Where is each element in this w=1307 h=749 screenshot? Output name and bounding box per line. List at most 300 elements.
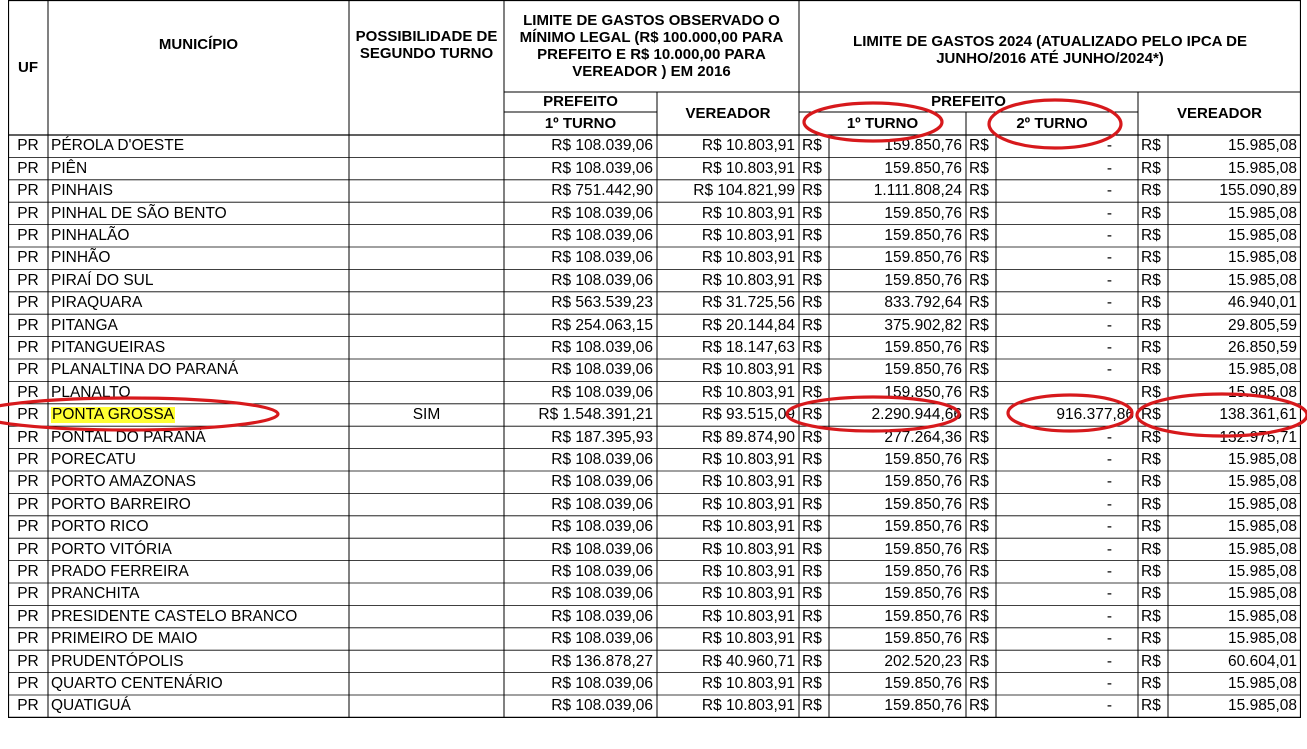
cell-currency: R$	[969, 249, 989, 267]
cell-uf: PR	[17, 159, 39, 177]
cell-prefeito-2-turno: -	[1106, 204, 1112, 222]
cell-prefeito-2-turno: -	[1106, 249, 1112, 267]
subheader-2-turno-2024: 2º TURNO	[1016, 114, 1088, 132]
municipio-name: PITANGUEIRAS	[51, 339, 166, 357]
cell-segundo-turno	[349, 449, 504, 471]
cell-currency: R$	[1141, 182, 1161, 200]
cell-vereador-2024: 15.985,08	[1228, 563, 1297, 581]
cell-uf: PR	[17, 451, 39, 469]
cell-vereador-2024: 15.985,08	[1228, 361, 1297, 379]
column-header-uf: UF	[18, 58, 38, 76]
cell-prefeito-2016: R$ 108.039,06	[551, 607, 653, 625]
cell-vereador-2016: R$ 10.803,91	[701, 675, 795, 693]
cell-prefeito-1-turno: 159.850,76	[884, 585, 962, 603]
municipio-name: PRANCHITA	[51, 585, 140, 603]
subheader-prefeito-2024: PREFEITO	[931, 93, 1006, 111]
cell-prefeito-2016: R$ 108.039,06	[551, 383, 653, 401]
cell-uf: PR	[17, 361, 39, 379]
municipio-name: PORTO BARREIRO	[51, 495, 191, 513]
cell-prefeito-1-turno: 159.850,76	[884, 271, 962, 289]
cell-currency: R$	[1141, 294, 1161, 312]
cell-prefeito-2016: R$ 751.442,90	[551, 182, 653, 200]
cell-vereador-2024: 15.985,08	[1228, 451, 1297, 469]
municipio-name: PORTO AMAZONAS	[51, 473, 196, 491]
cell-currency: R$	[802, 495, 822, 513]
cell-prefeito-1-turno: 159.850,76	[884, 495, 962, 513]
cell-prefeito-2-turno: 916.377,86	[1056, 406, 1134, 424]
cell-municipio	[48, 493, 349, 515]
cell-segundo-turno	[349, 471, 504, 493]
cell-prefeito-2016: R$ 108.039,06	[551, 563, 653, 581]
cell-uf: PR	[17, 540, 39, 558]
cell-vereador-2016: R$ 10.803,91	[701, 518, 795, 536]
cell-uf: PR	[17, 697, 39, 715]
cell-currency: R$	[802, 361, 822, 379]
cell-currency: R$	[802, 406, 822, 424]
cell-currency: R$	[802, 563, 822, 581]
cell-prefeito-2-turno: -	[1106, 607, 1112, 625]
cell-currency: R$	[969, 585, 989, 603]
cell-prefeito-2016: R$ 108.039,06	[551, 630, 653, 648]
cell-municipio	[48, 202, 349, 224]
cell-currency: R$	[1141, 249, 1161, 267]
cell-prefeito-2016: R$ 108.039,06	[551, 585, 653, 603]
cell-currency: R$	[969, 630, 989, 648]
cell-prefeito-1-turno: 159.850,76	[884, 563, 962, 581]
cell-uf: PR	[17, 473, 39, 491]
municipio-name: QUATIGUÁ	[51, 697, 131, 715]
cell-prefeito-2-turno: -	[1106, 585, 1112, 603]
cell-prefeito-1-turno: 159.850,76	[884, 339, 962, 357]
cell-vereador-2016: R$ 31.725,56	[701, 294, 795, 312]
cell-currency: R$	[969, 182, 989, 200]
cell-municipio	[48, 180, 349, 202]
cell-prefeito-1-turno: 159.850,76	[884, 675, 962, 693]
cell-currency: R$	[802, 630, 822, 648]
cell-prefeito-2016: R$ 136.878,27	[551, 652, 653, 670]
cell-vereador-2024: 15.985,08	[1228, 271, 1297, 289]
cell-currency: R$	[1141, 406, 1161, 424]
cell-vereador-2016: R$ 10.803,91	[701, 361, 795, 379]
cell-vereador-2016: R$ 10.803,91	[701, 697, 795, 715]
cell-vereador-2024: 15.985,08	[1228, 249, 1297, 267]
cell-currency: R$	[1141, 652, 1161, 670]
cell-currency: R$	[969, 204, 989, 222]
subheader-vereador-2024: VEREADOR	[1176, 104, 1262, 122]
cell-prefeito-1-turno: 202.520,23	[884, 652, 962, 670]
cell-currency: R$	[802, 540, 822, 558]
cell-prefeito-1-turno: 159.850,76	[884, 607, 962, 625]
cell-currency: R$	[969, 227, 989, 245]
cell-vereador-2024: 132.975,71	[1219, 428, 1297, 446]
cell-prefeito-2-turno: -	[1106, 294, 1112, 312]
cell-currency: R$	[1141, 495, 1161, 513]
cell-municipio	[48, 292, 349, 314]
cell-uf: PR	[17, 316, 39, 334]
cell-municipio	[48, 650, 349, 672]
cell-prefeito-2016: R$ 1.548.391,21	[538, 406, 653, 424]
cell-uf: PR	[17, 428, 39, 446]
cell-uf: PR	[17, 383, 39, 401]
cell-currency: R$	[802, 271, 822, 289]
municipio-name: PONTAL DO PARANÁ	[51, 428, 206, 446]
municipio-name: PLANALTO	[51, 383, 131, 401]
municipio-name: PINHALÃO	[51, 227, 130, 245]
subheader-1-turno-2016: 1º TURNO	[544, 114, 617, 132]
cell-currency: R$	[802, 607, 822, 625]
cell-vereador-2016: R$ 18.147,63	[701, 339, 795, 357]
cell-prefeito-2016: R$ 108.039,06	[551, 495, 653, 513]
cell-municipio	[48, 337, 349, 359]
cell-prefeito-1-turno: 2.290.944,66	[871, 406, 962, 424]
cell-vereador-2016: R$ 10.803,91	[701, 249, 795, 267]
cell-prefeito-1-turno: 277.264,36	[884, 428, 962, 446]
cell-vereador-2024: 15.985,08	[1228, 630, 1297, 648]
column-header-limite-2024: LIMITE DE GASTOS 2024 (ATUALIZADO PELO IPCA DE JUNHO/2016 ATÉ JUNHO/2024*)	[853, 32, 1247, 67]
cell-vereador-2024: 15.985,08	[1228, 473, 1297, 491]
cell-vereador-2016: R$ 89.874,90	[701, 428, 795, 446]
cell-currency: R$	[802, 697, 822, 715]
cell-prefeito-2-turno: -	[1106, 271, 1112, 289]
cell-currency: R$	[969, 406, 989, 424]
cell-prefeito-1-turno: 159.850,76	[884, 204, 962, 222]
cell-prefeito-2-turno: -	[1106, 339, 1112, 357]
cell-segundo-turno: SIM	[412, 406, 441, 424]
cell-uf: PR	[17, 607, 39, 625]
cell-segundo-turno	[349, 202, 504, 224]
cell-segundo-turno	[349, 583, 504, 605]
cell-vereador-2016: R$ 10.803,91	[701, 607, 795, 625]
cell-currency: R$	[802, 518, 822, 536]
cell-vereador-2024: 26.850,59	[1228, 339, 1297, 357]
cell-prefeito-2-turno: -	[1106, 652, 1112, 670]
cell-prefeito-2-turno: -	[1106, 563, 1112, 581]
cell-vereador-2016: R$ 10.803,91	[701, 585, 795, 603]
cell-prefeito-2-turno: -	[1106, 495, 1112, 513]
cell-vereador-2016: R$ 10.803,91	[701, 563, 795, 581]
cell-uf: PR	[17, 204, 39, 222]
cell-vereador-2024: 138.361,61	[1219, 406, 1297, 424]
cell-currency: R$	[1141, 159, 1161, 177]
cell-prefeito-1-turno: 1.111.808,24	[873, 182, 962, 200]
cell-currency: R$	[1141, 518, 1161, 536]
cell-currency: R$	[802, 652, 822, 670]
cell-currency: R$	[1141, 630, 1161, 648]
cell-prefeito-2016: R$ 254.063,15	[551, 316, 653, 334]
cell-vereador-2024: 15.985,08	[1228, 607, 1297, 625]
cell-municipio	[48, 225, 349, 247]
cell-segundo-turno	[349, 493, 504, 515]
spending-limits-table	[8, 0, 1301, 720]
cell-currency: R$	[802, 675, 822, 693]
cell-vereador-2016: R$ 10.803,91	[701, 451, 795, 469]
municipio-name: QUARTO CENTENÁRIO	[51, 675, 223, 693]
cell-vereador-2016: R$ 10.803,91	[701, 137, 795, 155]
cell-municipio	[48, 561, 349, 583]
cell-currency: R$	[969, 428, 989, 446]
cell-prefeito-1-turno: 159.850,76	[884, 361, 962, 379]
cell-vereador-2016: R$ 40.960,71	[701, 652, 795, 670]
cell-uf: PR	[17, 406, 39, 424]
cell-segundo-turno	[349, 314, 504, 336]
cell-currency: R$	[969, 159, 989, 177]
municipio-name: PIRAÍ DO SUL	[51, 271, 154, 289]
cell-prefeito-1-turno: 159.850,76	[884, 383, 962, 401]
cell-currency: R$	[802, 294, 822, 312]
cell-currency: R$	[1141, 271, 1161, 289]
cell-uf: PR	[17, 339, 39, 357]
municipio-name: PINHÃO	[51, 249, 111, 267]
municipio-name: PRIMEIRO DE MAIO	[51, 630, 198, 648]
cell-municipio	[48, 673, 349, 695]
cell-currency: R$	[802, 137, 822, 155]
cell-currency: R$	[802, 204, 822, 222]
cell-vereador-2016: R$ 10.803,91	[701, 630, 795, 648]
cell-currency: R$	[969, 361, 989, 379]
cell-vereador-2024: 15.985,08	[1228, 227, 1297, 245]
municipio-name: PORTO VITÓRIA	[51, 540, 172, 558]
cell-vereador-2016: R$ 10.803,91	[701, 204, 795, 222]
cell-currency: R$	[1141, 563, 1161, 581]
cell-currency: R$	[1141, 383, 1161, 401]
cell-prefeito-1-turno: 159.850,76	[884, 137, 962, 155]
cell-vereador-2024: 15.985,08	[1228, 518, 1297, 536]
municipio-name: PORECATU	[51, 451, 136, 469]
cell-vereador-2016: R$ 20.144,84	[701, 316, 795, 334]
cell-prefeito-2016: R$ 108.039,06	[551, 137, 653, 155]
cell-prefeito-2016: R$ 187.395,93	[551, 428, 653, 446]
cell-prefeito-1-turno: 833.792,64	[884, 294, 962, 312]
cell-vereador-2024: 15.985,08	[1228, 137, 1297, 155]
cell-prefeito-1-turno: 159.850,76	[884, 518, 962, 536]
municipio-name: PONTA GROSSA	[52, 406, 175, 424]
cell-vereador-2016: R$ 10.803,91	[701, 495, 795, 513]
cell-uf: PR	[17, 137, 39, 155]
cell-currency: R$	[969, 339, 989, 357]
cell-segundo-turno	[349, 135, 504, 157]
cell-vereador-2024: 15.985,08	[1228, 585, 1297, 603]
cell-currency: R$	[802, 451, 822, 469]
cell-municipio	[48, 247, 349, 269]
cell-segundo-turno	[349, 538, 504, 560]
cell-currency: R$	[1141, 137, 1161, 155]
cell-uf: PR	[17, 271, 39, 289]
subheader-prefeito-2016: PREFEITO	[543, 93, 618, 111]
municipio-name: PLANALTINA DO PARANÁ	[51, 361, 239, 379]
cell-currency: R$	[969, 294, 989, 312]
cell-currency: R$	[1141, 204, 1161, 222]
cell-segundo-turno	[349, 337, 504, 359]
cell-vereador-2024: 60.604,01	[1228, 652, 1297, 670]
cell-prefeito-2-turno: -	[1106, 697, 1112, 715]
cell-segundo-turno	[349, 247, 504, 269]
cell-prefeito-2016: R$ 108.039,06	[551, 339, 653, 357]
cell-currency: R$	[969, 316, 989, 334]
cell-municipio	[48, 628, 349, 650]
cell-prefeito-1-turno: 159.850,76	[884, 630, 962, 648]
cell-prefeito-1-turno: 159.850,76	[884, 159, 962, 177]
cell-uf: PR	[17, 249, 39, 267]
cell-currency: R$	[1141, 540, 1161, 558]
cell-prefeito-2016: R$ 108.039,06	[551, 697, 653, 715]
cell-currency: R$	[969, 451, 989, 469]
cell-prefeito-2-turno: -	[1106, 361, 1112, 379]
cell-segundo-turno	[349, 426, 504, 448]
cell-currency: R$	[802, 316, 822, 334]
cell-currency: R$	[802, 473, 822, 491]
cell-municipio	[48, 359, 349, 381]
cell-prefeito-2-turno: -	[1106, 227, 1112, 245]
cell-currency: R$	[802, 339, 822, 357]
cell-vereador-2016: R$ 10.803,91	[701, 540, 795, 558]
cell-segundo-turno	[349, 650, 504, 672]
cell-prefeito-2016: R$ 108.039,06	[551, 227, 653, 245]
cell-currency: R$	[969, 137, 989, 155]
cell-vereador-2024: 15.985,08	[1228, 204, 1297, 222]
cell-prefeito-2016: R$ 563.539,23	[551, 294, 653, 312]
cell-prefeito-2016: R$ 108.039,06	[551, 361, 653, 379]
municipio-name: PORTO RICO	[51, 518, 149, 536]
municipio-name: PITANGA	[51, 316, 118, 334]
cell-municipio	[48, 135, 349, 157]
cell-municipio	[48, 381, 349, 403]
cell-prefeito-1-turno: 159.850,76	[884, 227, 962, 245]
cell-currency: R$	[1141, 697, 1161, 715]
column-header-limite-2016: LIMITE DE GASTOS OBSERVADO O MÍNIMO LEGAL (R$ 100.000,00 PARA PREFEITO E R$ 10.000,00 PARA VEREADOR ) EM 2016	[519, 11, 784, 81]
cell-currency: R$	[969, 563, 989, 581]
cell-vereador-2024: 155.090,89	[1219, 182, 1297, 200]
cell-currency: R$	[1141, 361, 1161, 379]
cell-currency: R$	[1141, 316, 1161, 334]
cell-currency: R$	[802, 227, 822, 245]
cell-prefeito-2-turno: -	[1106, 630, 1112, 648]
cell-vereador-2016: R$ 104.821,99	[693, 182, 795, 200]
cell-currency: R$	[969, 495, 989, 513]
cell-vereador-2016: R$ 10.803,91	[701, 227, 795, 245]
cell-vereador-2024: 15.985,08	[1228, 159, 1297, 177]
cell-currency: R$	[1141, 607, 1161, 625]
cell-prefeito-2016: R$ 108.039,06	[551, 204, 653, 222]
cell-prefeito-2-turno: -	[1106, 518, 1112, 536]
cell-vereador-2016: R$ 10.803,91	[701, 473, 795, 491]
municipio-name: PRUDENTÓPOLIS	[51, 652, 184, 670]
cell-vereador-2024: 15.985,08	[1228, 383, 1297, 401]
cell-uf: PR	[17, 563, 39, 581]
cell-segundo-turno	[349, 628, 504, 650]
cell-municipio	[48, 404, 349, 426]
cell-uf: PR	[17, 495, 39, 513]
cell-prefeito-2016: R$ 108.039,06	[551, 675, 653, 693]
cell-uf: PR	[17, 675, 39, 693]
cell-prefeito-2-turno: -	[1106, 316, 1112, 334]
cell-municipio	[48, 426, 349, 448]
cell-prefeito-2-turno: -	[1106, 540, 1112, 558]
cell-prefeito-1-turno: 159.850,76	[884, 697, 962, 715]
cell-vereador-2016: R$ 10.803,91	[701, 159, 795, 177]
cell-currency: R$	[969, 271, 989, 289]
cell-segundo-turno	[349, 605, 504, 627]
municipio-name: PINHAL DE SÃO BENTO	[51, 204, 227, 222]
cell-currency: R$	[1141, 675, 1161, 693]
cell-uf: PR	[17, 585, 39, 603]
municipio-name: PRESIDENTE CASTELO BRANCO	[51, 607, 298, 625]
cell-segundo-turno	[349, 180, 504, 202]
cell-currency: R$	[969, 383, 989, 401]
cell-municipio	[48, 471, 349, 493]
cell-prefeito-2016: R$ 108.039,06	[551, 271, 653, 289]
cell-segundo-turno	[349, 381, 504, 403]
cell-prefeito-2-turno: -	[1106, 675, 1112, 693]
cell-vereador-2024: 15.985,08	[1228, 540, 1297, 558]
cell-vereador-2016: R$ 10.803,91	[701, 383, 795, 401]
cell-municipio	[48, 449, 349, 471]
cell-prefeito-1-turno: 159.850,76	[884, 249, 962, 267]
cell-vereador-2024: 15.985,08	[1228, 675, 1297, 693]
cell-currency: R$	[802, 249, 822, 267]
cell-prefeito-2-turno: -	[1106, 137, 1112, 155]
cell-currency: R$	[1141, 585, 1161, 603]
cell-segundo-turno	[349, 561, 504, 583]
cell-municipio	[48, 583, 349, 605]
cell-vereador-2024: 15.985,08	[1228, 495, 1297, 513]
cell-municipio	[48, 269, 349, 291]
cell-prefeito-2016: R$ 108.039,06	[551, 473, 653, 491]
cell-prefeito-2016: R$ 108.039,06	[551, 451, 653, 469]
cell-uf: PR	[17, 630, 39, 648]
municipio-name: PINHAIS	[51, 182, 114, 200]
cell-prefeito-2-turno: -	[1106, 451, 1112, 469]
cell-currency: R$	[969, 697, 989, 715]
cell-vereador-2024: 46.940,01	[1228, 294, 1297, 312]
cell-segundo-turno	[349, 157, 504, 179]
cell-currency: R$	[802, 585, 822, 603]
cell-prefeito-2-turno	[996, 381, 1138, 403]
cell-prefeito-1-turno: 375.902,82	[884, 316, 962, 334]
cell-prefeito-2-turno: -	[1106, 428, 1112, 446]
cell-currency: R$	[1141, 227, 1161, 245]
cell-segundo-turno	[349, 516, 504, 538]
cell-segundo-turno	[349, 225, 504, 247]
cell-prefeito-2016: R$ 108.039,06	[551, 540, 653, 558]
cell-currency: R$	[802, 159, 822, 177]
municipio-name: PIRAQUARA	[51, 294, 143, 312]
cell-municipio	[48, 157, 349, 179]
cell-currency: R$	[969, 518, 989, 536]
cell-vereador-2024: 15.985,08	[1228, 697, 1297, 715]
cell-prefeito-2016: R$ 108.039,06	[551, 159, 653, 177]
cell-municipio	[48, 605, 349, 627]
cell-currency: R$	[1141, 339, 1161, 357]
cell-prefeito-2016: R$ 108.039,06	[551, 249, 653, 267]
cell-currency: R$	[969, 540, 989, 558]
cell-uf: PR	[17, 518, 39, 536]
municipio-name: PRADO FERREIRA	[51, 563, 189, 581]
subheader-vereador-2016: VEREADOR	[685, 104, 771, 122]
municipio-name: PÉROLA D'OESTE	[51, 137, 185, 155]
cell-currency: R$	[1141, 473, 1161, 491]
cell-currency: R$	[969, 607, 989, 625]
cell-municipio	[48, 695, 349, 717]
cell-segundo-turno	[349, 359, 504, 381]
cell-uf: PR	[17, 652, 39, 670]
column-header-municipio: MUNICÍPIO	[158, 36, 239, 54]
cell-uf: PR	[17, 294, 39, 312]
cell-municipio	[48, 516, 349, 538]
cell-uf: PR	[17, 182, 39, 200]
cell-currency: R$	[802, 182, 822, 200]
cell-currency: R$	[969, 652, 989, 670]
cell-currency: R$	[802, 428, 822, 446]
